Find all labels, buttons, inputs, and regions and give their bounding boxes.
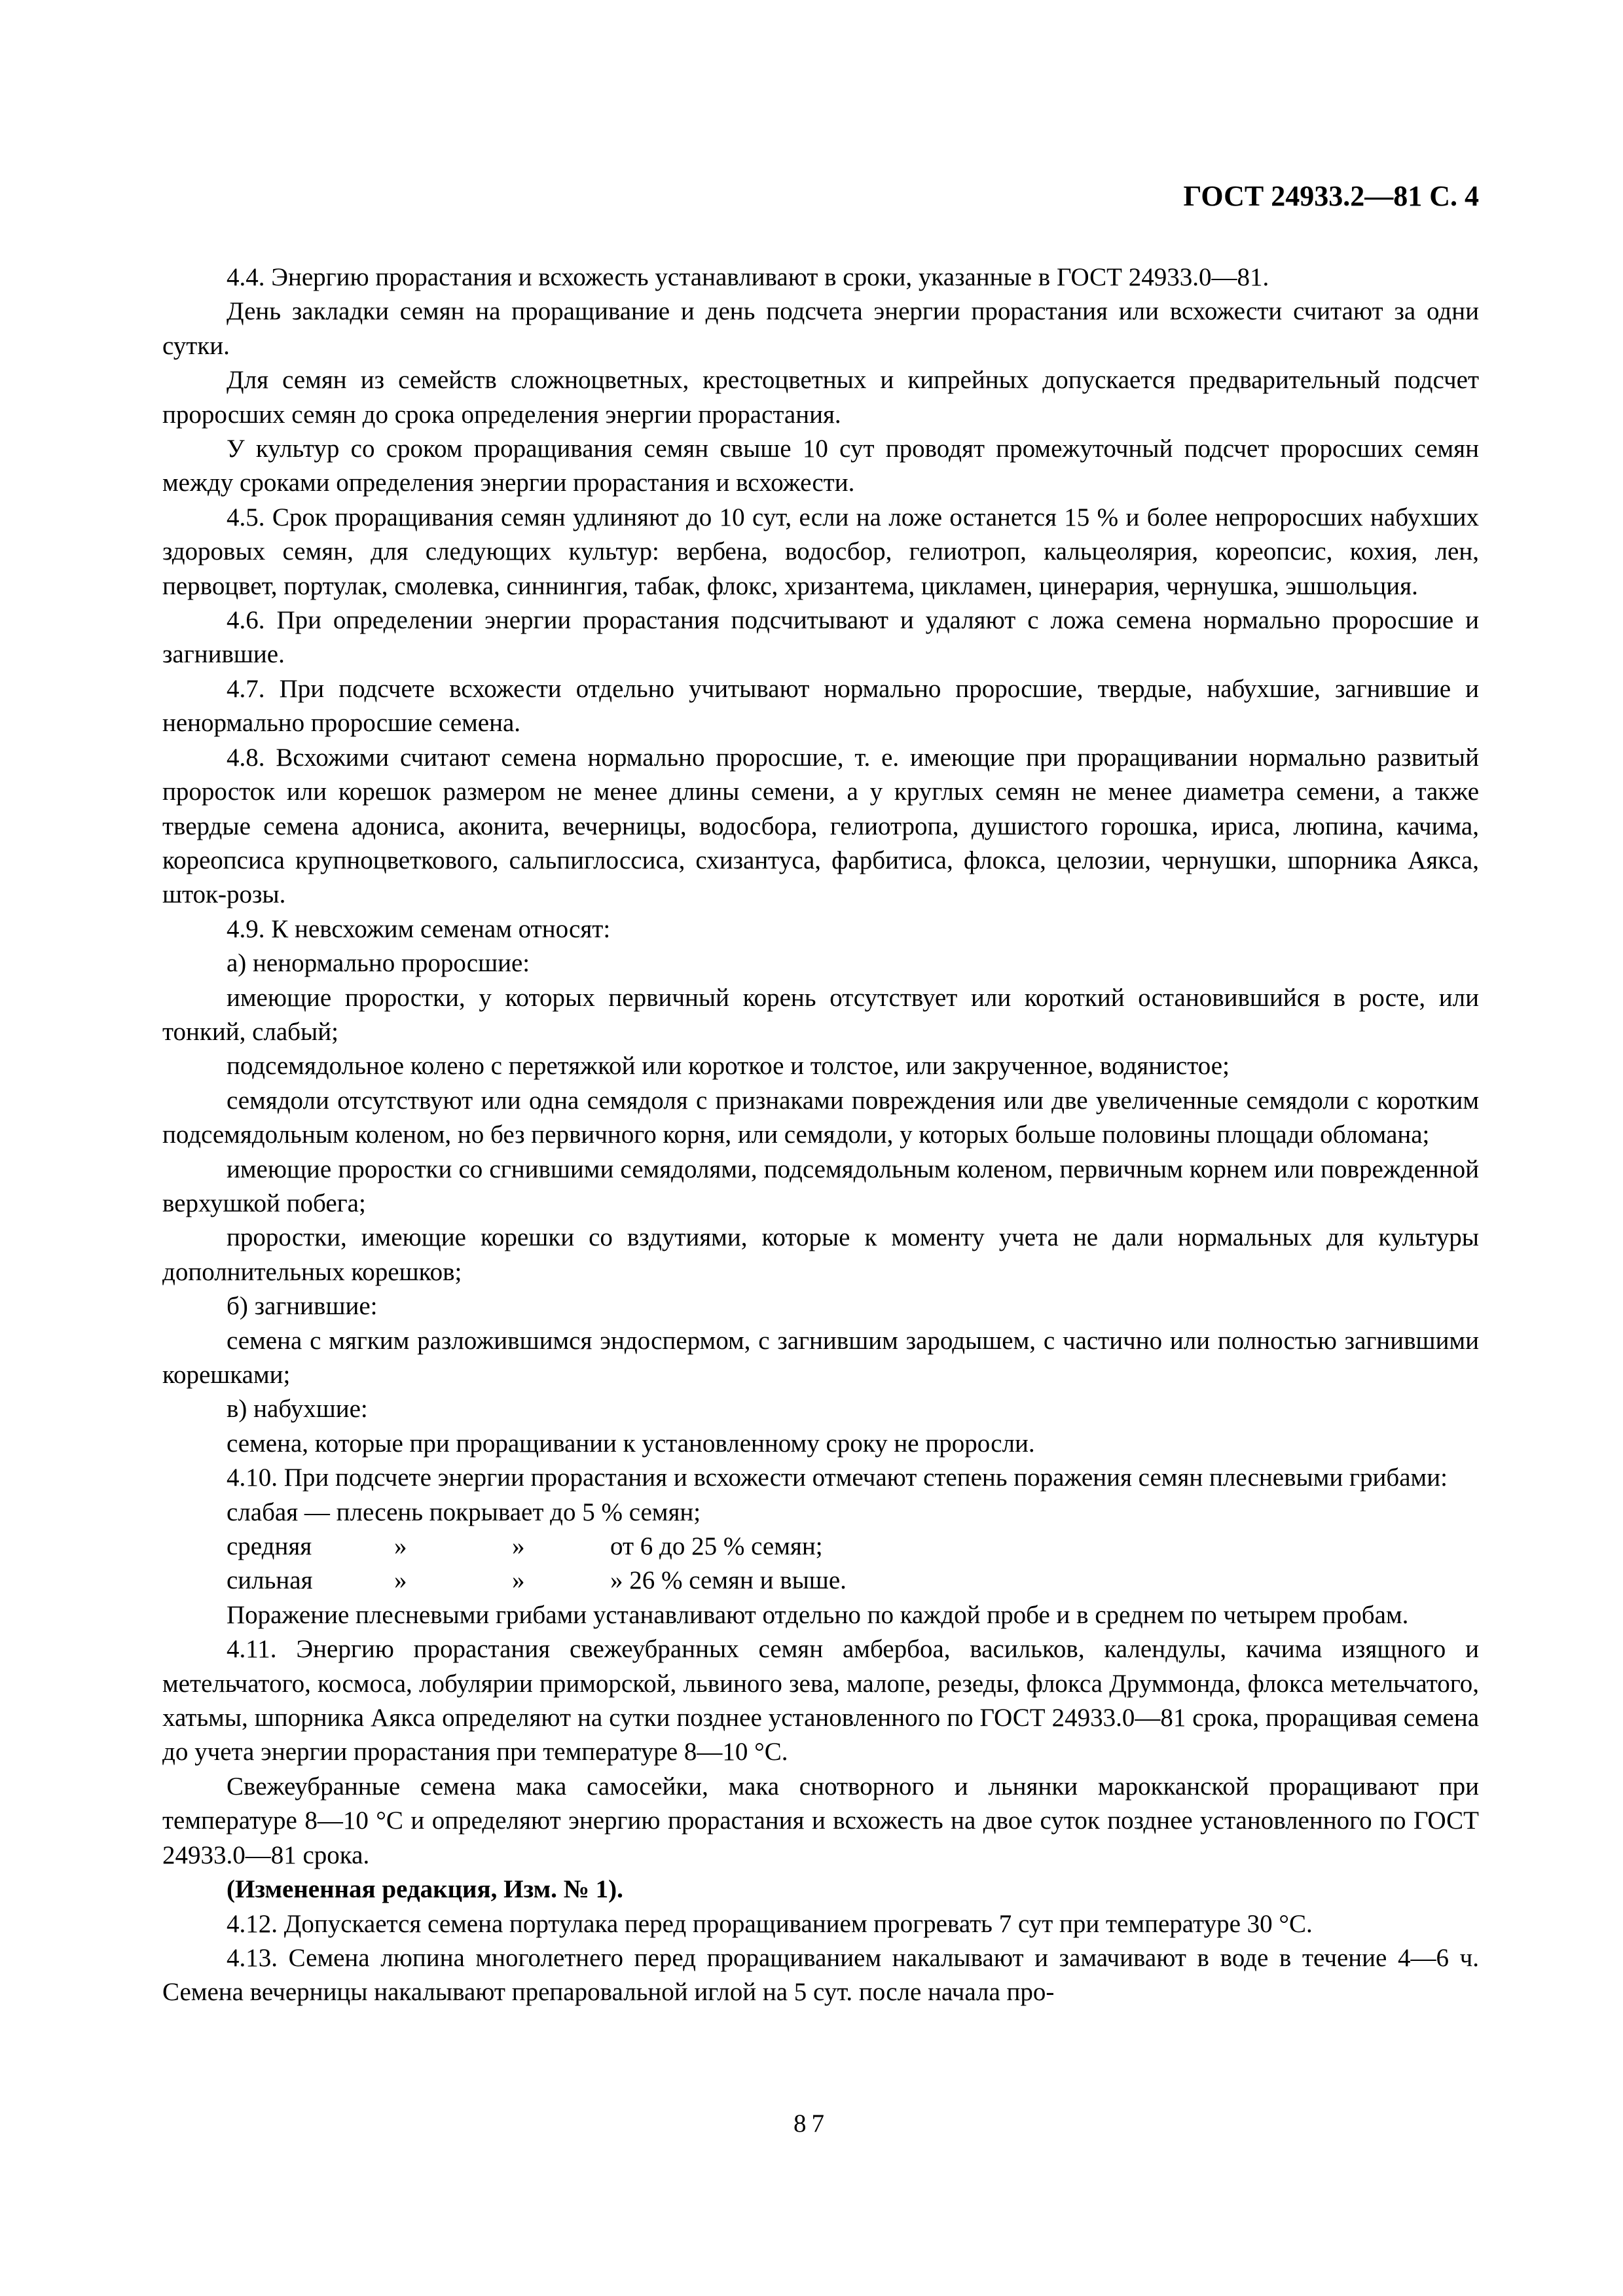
paragraph: 4.7. При подсчете всхожести отдельно учитывают нормально проросшие, твердые, набухшие, загнившие и ненормально проросшие семена.: [162, 674, 1479, 738]
mold-row-strong: [162, 1564, 1479, 1598]
paragraph: У культур со сроком проращивания семян свыше 10 сут проводят промежуточный подсчет проросших семян между сроками определения энергии прорастания и всхожести.: [162, 435, 1479, 497]
ditto-mark: »: [512, 1566, 525, 1595]
paragraph: 4.8. Всхожими считают семена нормально проросшие, т. е. имеющие при проращивании нормально развитый проросток или корешок размером не менее длины семени, а у круглых семян не менее диаметра семени, а также твердые семена адониса, аконита, вечерницы, водосбора, гелиотропа, душистого горошка, ириса, люпина, качима, кореопсиса крупноцветкового, сальпиглоссиса, схизантуса, фарбитиса, флокса, целозии, чернушки, шпорника Аякса, шток-розы.: [162, 743, 1479, 909]
paragraph: 4.11. Энергию прорастания свежеубранных семян амбербоа, васильков, календулы, качима изящного и метельчатого, космоса, лобулярии приморской, львиного зева, малопе, резеды, флокса Друммонда, флокса метельчатого, хатьмы, шпорника Аякса определяют на сутки позднее установленного по ГОСТ 24933.0—81 срока, проращивая семена до учета энергии прорастания при температуре 8—10 °С.: [162, 1635, 1479, 1767]
mold-row-weak: слабая — плесень покрывает до 5 % семян;: [227, 1498, 701, 1526]
paragraph: проростки, имеющие корешки со вздутиями, которые к моменту учета не дали нормальных для культуры дополнительных корешков;: [162, 1223, 1479, 1286]
paragraph: 4.4. Энергию прорастания и всхожесть устанавливают в сроки, указанные в ГОСТ 24933.0—81.: [227, 263, 1269, 291]
list-item: а) ненормально проросшие:: [227, 949, 530, 978]
paragraph: семядоли отсутствуют или одна семядоля с признаками повреждения или две увеличенные семядоли с коротким подсемядольным коленом, но без первичного корня, или семядоли, у которых больше половины площади обломана;: [162, 1086, 1479, 1149]
list-item: в) набухшие:: [227, 1395, 368, 1424]
mold-level: сильная: [227, 1566, 313, 1595]
paragraph: Поражение плесневыми грибами устанавливают отдельно по каждой пробе и в среднем по четырем пробам.: [227, 1600, 1409, 1629]
page-number: 87: [793, 2109, 830, 2138]
ditto-mark: »: [394, 1566, 407, 1595]
paragraph: 4.13. Семена люпина многолетнего перед проращиванием накалывают и замачивают в воде в течение 4—6 ч. Семена вечерницы накалывают препаровальной иглой на 5 сут. после начала про-: [162, 1943, 1479, 2007]
paragraph: Свежеубранные семена мака самосейки, мака снотворного и льнянки марокканской проращивают при температуре 8—10 °С и определяют энергию прорастания и всхожесть на двое суток позднее установленного по ГОСТ 24933.0—81 срока.: [162, 1772, 1479, 1869]
ditto-mark: »: [394, 1532, 407, 1561]
paragraph: семена с мягким разложившимся эндоспермом, с загнившим зародышем, с частично или полностью загнившими корешками;: [162, 1326, 1479, 1389]
ditto-mark: »: [512, 1532, 525, 1561]
paragraph: имеющие проростки, у которых первичный корень отсутствует или короткий остановившийся в росте, или тонкий, слабый;: [162, 983, 1479, 1046]
page-header: ГОСТ 24933.2—81 С. 4: [1183, 180, 1479, 212]
paragraph: подсемядольное колено с перетяжкой или короткое и толстое, или закрученное, водянистое;: [227, 1052, 1230, 1081]
mold-level: средняя: [227, 1532, 312, 1561]
paragraph: 4.12. Допускается семена портулака перед проращиванием прогревать 7 сут при температуре 30 °С.: [227, 1909, 1313, 1938]
amendment-note: (Измененная редакция, Изм. № 1).: [227, 1875, 623, 1904]
paragraph: 4.10. При подсчете энергии прорастания и всхожести отмечают степень поражения семян плесневыми грибами:: [227, 1463, 1448, 1492]
mold-range: от 6 до 25 % семян;: [610, 1532, 823, 1561]
paragraph: День закладки семян на проращивание и день подсчета энергии прорастания или всхожести считают за одни сутки.: [162, 297, 1479, 360]
paragraph: семена, которые при проращивании к установленному сроку не проросли.: [227, 1429, 1035, 1458]
document-body: [162, 260, 1479, 2010]
mold-range: » 26 % семян и выше.: [610, 1566, 847, 1595]
paragraph: 4.6. При определении энергии прорастания подсчитывают и удаляют с ложа семена нормально проросшие и загнившие.: [162, 606, 1479, 669]
list-item: б) загнившие:: [227, 1292, 378, 1321]
paragraph: 4.5. Срок проращивания семян удлиняют до 10 сут, если на ложе останется 15 % и более непроросших набухших здоровых семян, для следующих культур: вербена, водосбор, гелиотроп, кальцеолярия, кореопсис, кохия, лен, первоцвет, портулак, смолевка, синнингия, табак, флокс, хризантема, цикламен, цинерария, чернушка, эшшольция.: [162, 503, 1479, 600]
paragraph: Для семян из семейств сложноцветных, крестоцветных и кипрейных допускается предварительный подсчет проросших семян до срока определения энергии прорастания.: [162, 366, 1479, 429]
paragraph: 4.9. К невсхожим семенам относят:: [227, 914, 611, 943]
paragraph: имеющие проростки со сгнившими семядолями, подсемядольным коленом, первичным корнем или поврежденной верхушкой побега;: [162, 1155, 1479, 1217]
mold-row-medium: [162, 1530, 1479, 1564]
